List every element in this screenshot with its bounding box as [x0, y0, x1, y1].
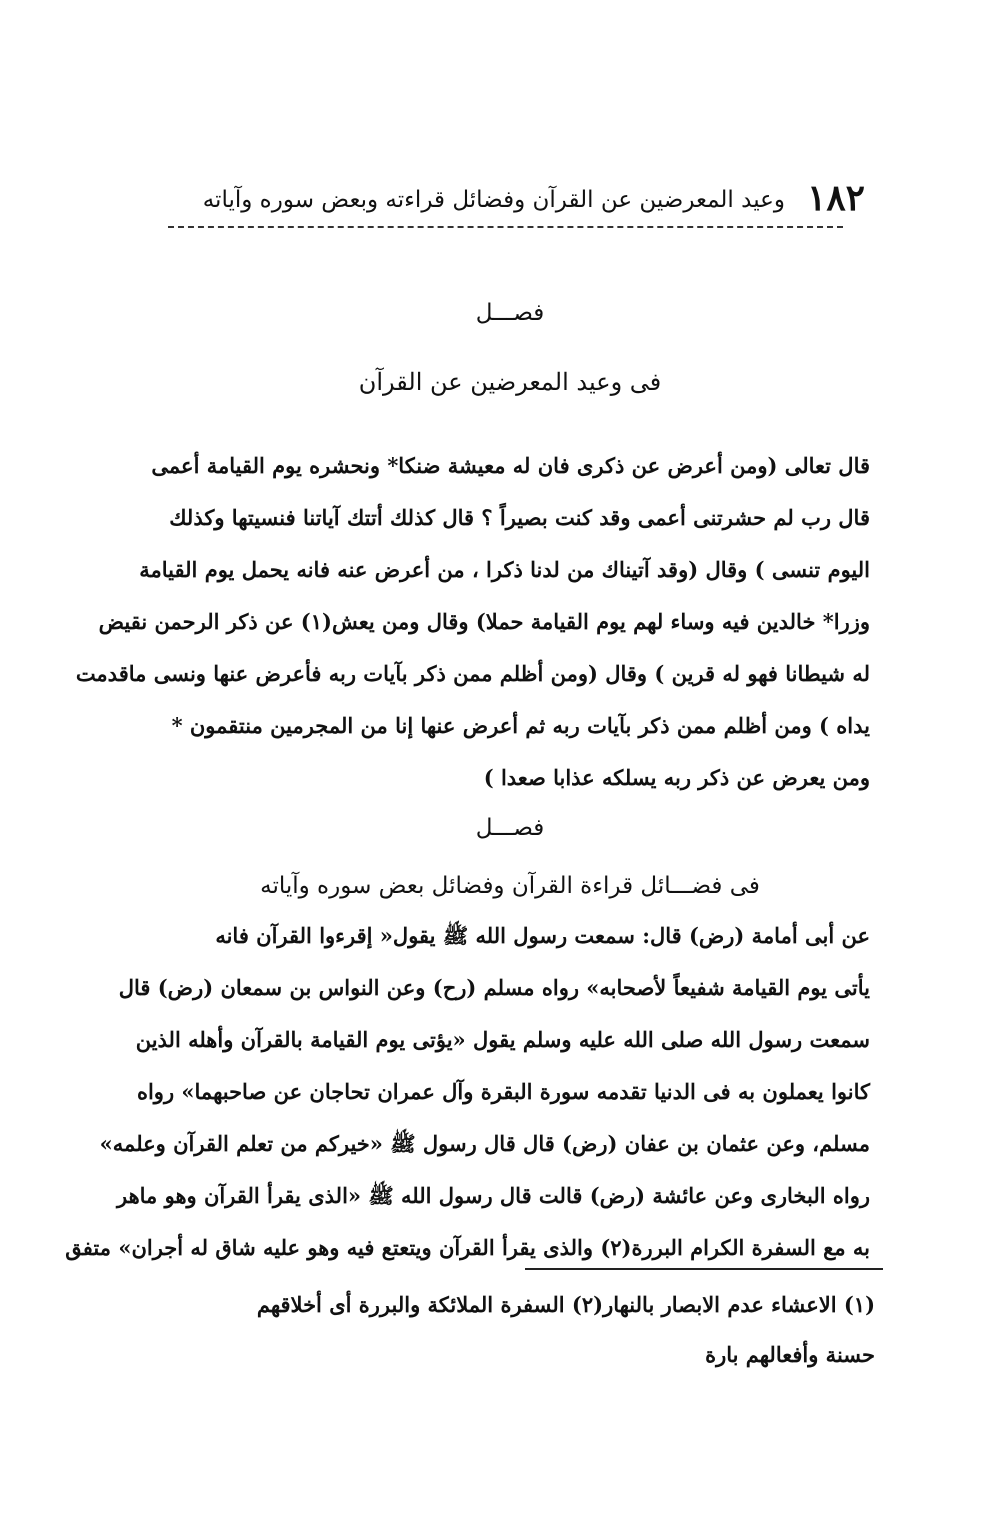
text-line: رواه البخارى وعن عائشة (رض) قالت قال رسول الله ﷺ «الذى يقرأ القرآن وهو ماهر	[117, 1183, 870, 1208]
text-line: سمعت رسول الله صلى الله عليه وسلم يقول «يؤتى يوم القيامة بالقرآن وأهله الذين	[135, 1027, 870, 1052]
header-rule	[168, 226, 843, 228]
section-2-fasl-heading: فصـــل	[475, 815, 545, 841]
text-line: قال رب لم حشرتنى أعمى وقد كنت بصيراً ؟ قال كذلك أتتك آياتنا فنسيتها وكذلك	[169, 505, 870, 530]
page-header	[175, 168, 865, 219]
text-line: يأتى يوم القيامة شفيعاً لأصحابه» رواه مسلم (رح) وعن النواس بن سمعان (رض) قال	[118, 975, 870, 1000]
section-1-body	[75, 440, 870, 804]
text-line: عن أبى أمامة (رض) قال: سمعت رسول الله ﷺ يقول« إقرءوا القرآن فانه	[215, 923, 870, 948]
footnote-line: حسنة وأفعالهم بارة	[705, 1342, 875, 1367]
footnotes	[175, 1280, 875, 1380]
text-line: به مع السفرة الكرام البررة(٢) والذى يقرأ القرآن ويتعتع فيه وهو عليه شاق له أجران» متفق	[65, 1235, 870, 1260]
text-line: مسلم، وعن عثمان بن عفان (رض) قال قال رسول ﷺ «خيركم من تعلم القرآن وعلمه»	[99, 1131, 870, 1156]
page-number: ١٨٢	[806, 177, 865, 219]
footnote-rule	[525, 1268, 883, 1270]
text-line: يداه ) ومن أظلم ممن ذكر بآيات ربه ثم أعرض عنها إنا من المجرمين منتقمون *	[171, 713, 870, 738]
text-line: اليوم تنسى ) وقال (وقد آتيناك من لدنا ذكرا ، من أعرض عنه فانه يحمل يوم القيامة	[139, 557, 870, 582]
section-2-body	[65, 910, 870, 1274]
text-line: له شيطانا فهو له قرين ) وقال (ومن أظلم ممن ذكر بآيات ربه فأعرض عنها ونسى ماقدمت	[75, 661, 870, 686]
section-1-title: فى وعيد المعرضين عن القرآن	[358, 368, 662, 396]
text-line: كانوا يعملون به فى الدنيا تقدمه سورة البقرة وآل عمران تحاجان عن صاحبهما» رواه	[136, 1079, 870, 1104]
section-2-title: فى فضـــائل قراءة القرآن وفضائل بعض سوره وآياته	[260, 873, 760, 899]
text-line: ومن يعرض عن ذكر ربه يسلكه عذابا صعدا )	[483, 765, 870, 790]
text-line: وزرا* خالدين فيه وساء لهم يوم القيامة حملا) وقال ومن يعش(١) عن ذكر الرحمن نقيض	[98, 609, 870, 634]
section-1-fasl-heading: فصـــل	[475, 300, 545, 326]
text-line: قال تعالى (ومن أعرض عن ذكرى فان له معيشة ضنكا* ونحشره يوم القيامة أعمى	[151, 453, 870, 478]
footnote-line: (١) الاعشاء عدم الابصار بالنهار(٢) السفرة الملائكة والبررة أى أخلاقهم	[256, 1292, 875, 1317]
running-head: وعيد المعرضين عن القرآن وفضائل قراءته وبعض سوره وآياته	[202, 187, 785, 213]
